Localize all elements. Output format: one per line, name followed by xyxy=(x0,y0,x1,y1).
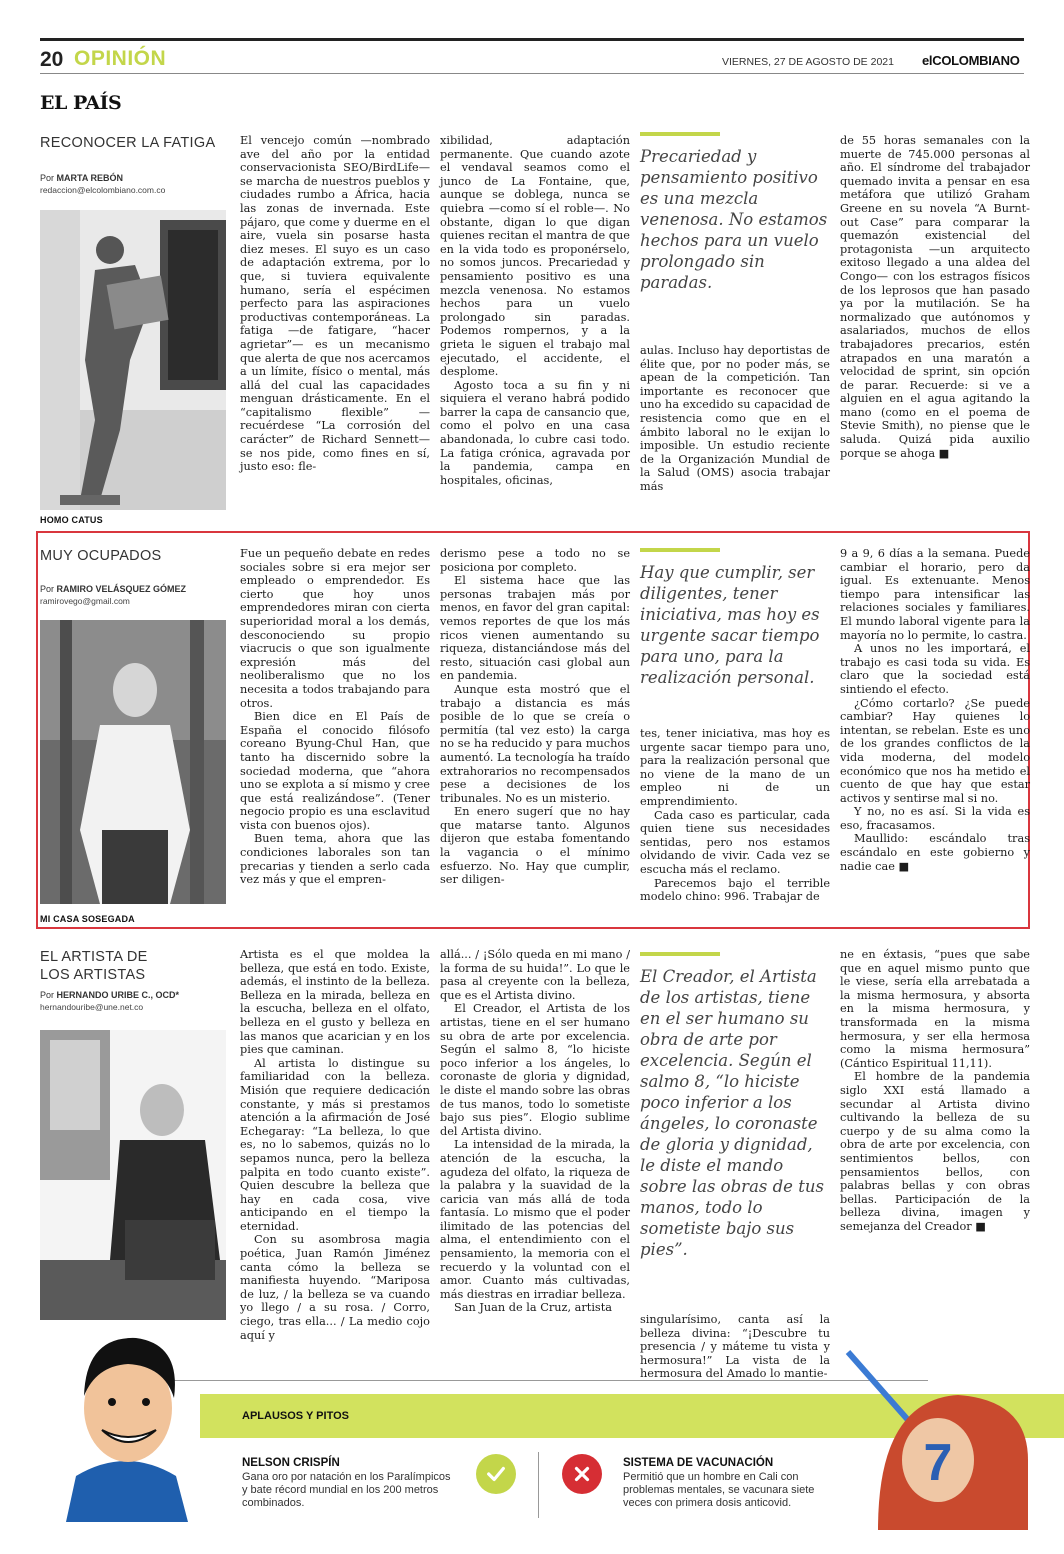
article-column xyxy=(440,948,630,1368)
author-photo xyxy=(40,210,226,510)
issue-date: VIERNES, 27 DE AGOSTO DE 2021 xyxy=(722,56,894,68)
body-paragraph: de 55 horas semanales con la muerte de 745.000 personas al año. El síndrome del trabajador quemado invita a pensar en esa metáfora que utilizó Graham Greene en su novela “A Burnt-out Case” para comparar la quemazón existencial del protagonista —un arquitecto exitoso llegado a una aldea del Congo— con los estragos físicos de los leprosos que han pasado ya por la mutilación. Se ha normalizado que autónomos y asalariados, muchos de ellos trabajadores precarios, estén atrapados en una maratón a velocidad de sprint, sin opción de parar. Recuerde: si ve a alguien en el agua agitando la mano (como en el poema de Stevie Smith), no piense que le saluda. Quizá pida auxilio porque se ahoga ■ xyxy=(840,134,1030,460)
article-column xyxy=(240,547,430,907)
body-paragraph: ¿Cómo cortarlo? ¿Se puede cambiar? Hay quienes lo intentan, se rebelan. Este es uno de los grandes conflictos de la vida moderna, del modelo económico que nos ha metido el cuento de que hay que estar activos y sentirse mal si no. xyxy=(840,696,1030,805)
newspaper-logo: elCOLOMBIANO xyxy=(922,53,1020,68)
author-email[interactable]: redaccion@elcolombiano.com.co xyxy=(40,185,166,195)
caricature-illustration xyxy=(56,1326,198,1522)
quote-accent-bar xyxy=(640,548,720,552)
body-paragraph: Aunque esta mostró que el trabajo a distancia es más posible de lo que se creía o permitía (tal vez esto) la carga no se ha reducido y para muchos aumentó. La tecnología ha traído extrahorarios no recompensados pese a decisiones de los tribunales. No es un misterio. xyxy=(440,682,630,805)
body-paragraph: El vencejo común —nombrado ave del año por la entidad conservacionista SEO/BirdLife— se marcha de nuestros pueblos y ciudades rumbo a África, hacia las zonas de invernada. Este pájaro, que come y duerme en el aire, vuela sin posarse hasta diez meses. El suyo es un caso de adaptación extrema, por lo que, si tuviera equivalente humano, sería el espécimen perfecto para las aspiraciones productivas contemporáneas. La fatiga —de fatigare, “hacer agrietar”— es un mecanismo que alerta de que nos acercamos a un límite, físico o mental, más allá del cual las capacidades menguan drásticamente. En el “capitalismo flexible” —recuérdese “La corrosión del carácter” de Richard Sennett— se nos pide, como fines en sí, justo eso: fle- xyxy=(240,134,430,474)
pito-text: Permitió que un hombre en Cali con problemas mentales, se vacunara siete veces con primera dosis anticovid. xyxy=(623,1471,815,1509)
article-title: RECONOCER LA FATIGA xyxy=(40,135,216,151)
author-email[interactable]: ramirovego@gmail.com xyxy=(40,596,130,606)
body-paragraph: Al artista lo distingue su familiaridad con la belleza. Misión que requiere dedicación constante, y más si prestamos atención a la afirmación de José Echegaray: “La belleza, lo que es, no lo sabemos, quizás no lo sepamos nunca, pero la belleza palpita en todo cuanto existe”. Quien descubre la belleza que hay en cada cosa, vive anticipando en el tiempo la eternidad. xyxy=(240,1056,430,1233)
body-paragraph: Fue un pequeño debate en redes sociales sobre si era mejor ser empleado o emprendedor. Es cierto que hoy unos emprendedores miran con cierta superioridad moral a los demás, desconociendo su propio viacrucis o que son igualmente expresión más del neoliberalismo que no los necesita a todos trabajando para otros. xyxy=(240,547,430,710)
body-paragraph: El hombre de la pandemia siglo XXI está llamado a secundar al Artista divino cultivando la belleza de su cuerpo y de su alma como la obra de arte por excelencia, con sentimientos bellos, con pensamientos bellos, con palabras bellas y con obras bellas. Participación de la belleza divina, imagen y semejanza del Creador ■ xyxy=(840,1070,1030,1233)
author-photo xyxy=(40,620,226,904)
vaccine-number: 7 xyxy=(923,1434,953,1492)
article-column xyxy=(440,547,630,907)
byline: Por MARTA REBÓN xyxy=(40,173,124,183)
body-paragraph: El sistema hace que las personas trabajen más por menos, en favor del gran capital: vemos reportes de que los más ricos vienen aumentando su riqueza, distanciándose más del resto, situación casi global aun en pandemia. xyxy=(440,574,630,683)
author-name: RAMIRO VELÁSQUEZ GÓMEZ xyxy=(56,584,187,594)
article-column xyxy=(840,134,1030,506)
article-column xyxy=(640,344,830,506)
column-kicker: MI CASA SOSEGADA xyxy=(40,914,135,924)
author-email[interactable]: hernandouribe@une.net.co xyxy=(40,1002,144,1012)
byline: Por HERNANDO URIBE C., OCD* xyxy=(40,990,180,1000)
article-title: MUY OCUPADOS xyxy=(40,548,162,564)
section-divider xyxy=(148,1380,928,1381)
body-paragraph: Agosto toca a su fin y ni siquiera el verano habrá podido barrer la capa de cansancio que, como el polvo en una casa abandonada, lo cubre casi todo. La fatiga crónica, agravada por la pandemia, campa en hospitales, oficinas, xyxy=(440,378,630,487)
article-title: EL ARTISTA DE LOS ARTISTAS xyxy=(40,949,148,983)
article-column xyxy=(840,547,1030,907)
body-paragraph: En enero sugerí que no hay que matarse tanto. Algunos dijeron que estaba fomentando la vagancia o el mínimo esfuerzo. No. Hay que cumplir, ser diligen- xyxy=(440,805,630,887)
column-kicker: HOMO CATUS xyxy=(40,515,103,525)
body-paragraph: San Juan de la Cruz, artista xyxy=(454,1301,613,1315)
aplausos-title: APLAUSOS Y PITOS xyxy=(242,1410,349,1422)
body-paragraph: Artista es el que moldea la belleza, que está en todo. Existe, además, el instinto de la belleza. Belleza en la mirada, belleza en la escucha, belleza en el olfato, belleza en el gusto y belleza en las manos que acarician y en los pies que caminan. xyxy=(240,948,430,1057)
body-paragraph: Bien dice en El País de España el conocido filósofo coreano Byung-Chul Han, que tanto ha discernido sobre la sociedad moderna, que “ahora uno se explota a sí mismo y cree que está realizándose”. (Tener negocio propio es una esclavitud vista con buenos ojos). xyxy=(240,710,430,832)
vaccine-illustration xyxy=(838,1340,1028,1530)
author-photo xyxy=(40,1030,226,1320)
author-name: MARTA REBÓN xyxy=(56,173,124,183)
page-number: 20 xyxy=(40,48,64,71)
body-paragraph: allá... / ¡Sólo queda en mi mano / la forma de su huida!”. Lo que le pasa al creyente con la belleza, que es el Artista divino. xyxy=(440,948,630,1002)
body-paragraph: Con su asombrosa magia poética, Juan Ramón Jiménez canta cómo la belleza se manifiesta huyendo. “Mariposa de luz, / la belleza se va cuando yo llego / a su rosa. / Corro, ciego, tras ella... / La medio cojo aquí y xyxy=(240,1233,430,1342)
body-paragraph: Buen tema, ahora que las condiciones laborales son tan precarias y tienden a serlo cada vez más y que el empren- xyxy=(240,832,430,887)
check-icon xyxy=(476,1454,516,1494)
pull-quote: Precariedad y pensamiento positivo es una mezcla venenosa. No estamos hechos para un vuelo prolongado sin paradas. xyxy=(640,147,828,292)
quote-accent-bar xyxy=(640,132,720,136)
body-paragraph: singularísimo, canta así la belleza divina: “¡Descubre tu presencia / y máteme tu vista y hermosura!” La vista de la hermosura del Amado lo mantie- xyxy=(640,1313,830,1381)
body-paragraph: Maullido: escándalo tras escándalo en este gobierno y nadie cae ■ xyxy=(840,832,1030,873)
body-paragraph: Parecemos bajo el terrible modelo chino: 996. Trabajar de xyxy=(640,876,830,904)
body-paragraph: La intensidad de la mirada, la atención de la escucha, la agudeza del olfato, la riqueza de la palabra y la suavidad de la caricia van más allá de toda fantasía. Lo mismo que el poder ilimitado de las potencias del alma, el entendimiento con el pensamiento, la memoria con el recuerdo y la voluntad con el amor. Cuanto más cultivadas, más diestras en irradiar belleza. xyxy=(440,1138,630,1301)
aplauso-name: NELSON CRISPÍN xyxy=(242,1457,340,1469)
pull-quote: El Creador, el Artista de los artistas, tiene en el ser humano su obra de arte por excelencia. Según el salmo 8, “lo hiciste poco inferior a los ángeles, lo coronaste de gloria y dignidad, le diste el mando sobre las obras de tus manos, todo lo sometiste bajo sus pies”. xyxy=(640,967,824,1259)
article-column xyxy=(640,1313,830,1381)
section-name: OPINIÓN xyxy=(74,47,167,70)
body-paragraph: 9 a 9, 6 días a la semana. Puede cambiar el horario, pero da igual. Es extenuante. Menos tiempo para intensificar las relaciones sociales y familiares. El mundo laboral vigente para la mayoría no lo permite, lo castra. xyxy=(840,547,1030,642)
body-paragraph: Y no, no es así. Si la vida es eso, fracasamos. xyxy=(840,805,1030,832)
aplauso-text: Gana oro por natación en los Paralímpicos y bate récord mundial en los 200 metros combinados. xyxy=(242,1471,451,1509)
pull-quote: Hay que cumplir, ser diligentes, tener iniciativa, mas hoy es urgente sacar tiempo para uno, para la realización personal. xyxy=(640,563,820,687)
header-divider xyxy=(40,73,1024,74)
pito-name: SISTEMA DE VACUNACIÓN xyxy=(623,1457,774,1469)
body-paragraph: ne en éxtasis, “pues que sabe que en aquel mismo punto que le viese, sería ella arrebatada a la misma hermosura, y absorta en la misma hermosura, y transformada en la misma hermosura, y ser ella hermosa como la misma hermosura” (Cántico Espiritual 11,11). xyxy=(840,948,1030,1070)
byline: Por RAMIRO VELÁSQUEZ GÓMEZ xyxy=(40,584,187,594)
body-paragraph: A unos no les importará, el trabajo es casi toda su vida. Es claro que la sociedad está sintiendo el efecto. xyxy=(840,642,1030,696)
body-paragraph: El Creador, el Artista de los artistas, tiene en el ser humano su obra de arte por excelencia. Según el salmo 8, “lo hiciste poco inferior a los ángeles, lo coronaste de gloria y dignidad, le diste el mando sobre las obras de tus manos, todo lo sometiste bajo sus pies”. Elogio sublime del Artista divino. xyxy=(440,1002,630,1138)
body-paragraph: Cada caso es particular, cada quien tiene sus necesidades sentidas, pero nos estamos olvidando de vivir. Cada vez se escucha más el reclamo. xyxy=(640,808,830,876)
article-column xyxy=(840,948,1030,1248)
author-name: HERNANDO URIBE C., OCD* xyxy=(56,990,180,1000)
header-rule xyxy=(40,38,1024,41)
cross-icon xyxy=(562,1454,602,1494)
source-logo: EL PAÍS xyxy=(40,92,122,114)
article-column xyxy=(640,727,830,907)
body-paragraph: xibilidad, adaptación permanente. Que cuando azote el vendaval seamos como el junco de La Fontaine, que, aunque se doblega, nunca se quiebra —como sí el roble—. No obstante, digan lo que digan quienes recitan el mantra de que en la vida todo es proponérselo, no somos juncos. Precariedad y pensamiento positivo es una mezcla venenosa. No estamos hechos para un vuelo prolongado sin paradas. Podemos rompernos, y a la grieta le siguen el trabajo mal ejecutado, el accidente, el desplome. xyxy=(440,134,630,379)
article-column xyxy=(240,948,430,1368)
article-column xyxy=(240,134,430,506)
aplausos-divider xyxy=(538,1452,539,1518)
body-paragraph: derismo pese a todo no se posiciona por completo. xyxy=(440,547,630,574)
quote-accent-bar xyxy=(640,952,720,956)
article-column xyxy=(440,134,630,506)
body-paragraph: aulas. Incluso hay deportistas de élite que, por no poder más, se apean de la competición. Tan importante es reconocer que uno ha excedido su capacidad de resistencia como que en el ámbito laboral no le exijan lo imposible. Un estudio reciente de la Organización Mundial de la Salud (OMS) asocia trabajar más xyxy=(640,344,830,493)
body-paragraph: tes, tener iniciativa, mas hoy es urgente sacar tiempo para uno, para la realización personal que no viene de la mano de un empleo ni de un emprendimiento. xyxy=(640,727,830,808)
